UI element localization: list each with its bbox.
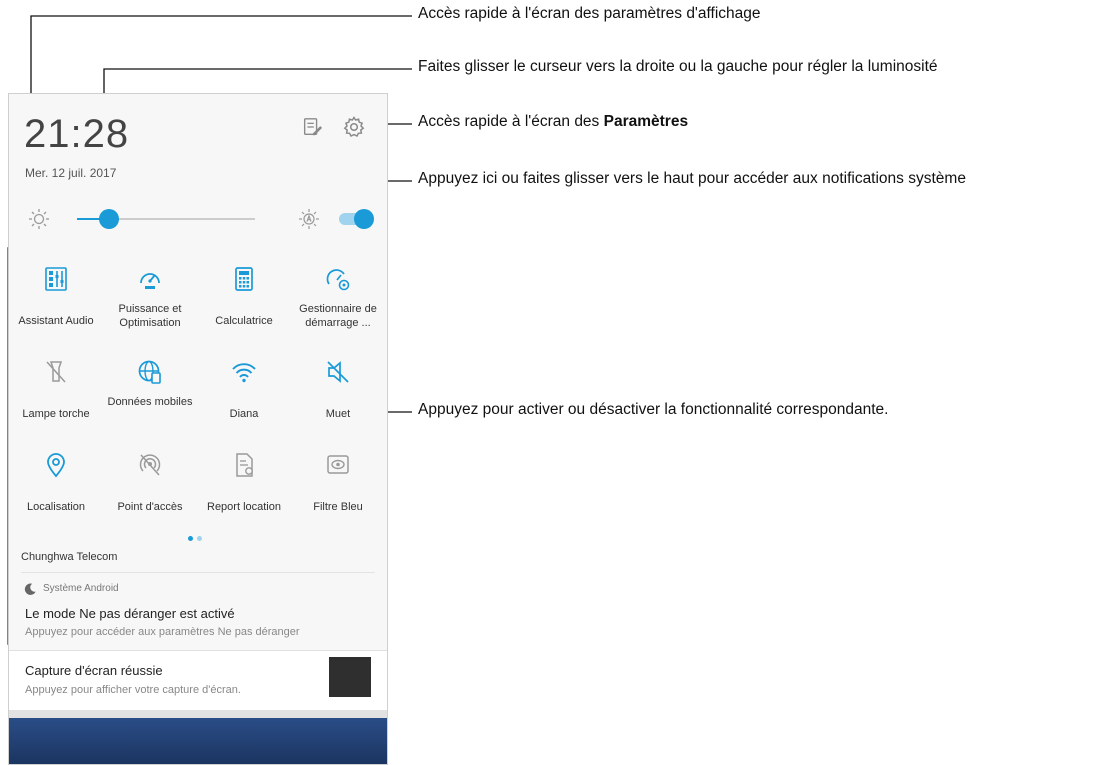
page-indicator: [186, 536, 210, 544]
screenshot-notification-title: Capture d'écran réussie: [25, 663, 163, 678]
tile-label: Gestionnaire de démarrage ...: [299, 303, 377, 329]
blue-filter-icon: [325, 452, 351, 478]
wifi-icon: [231, 359, 257, 385]
calculator-icon: [231, 266, 257, 292]
tile-autostart-manager[interactable]: [291, 254, 385, 346]
tile-location-pin[interactable]: [9, 440, 103, 532]
notification-app-name: Système Android: [43, 583, 119, 594]
location-pin-icon: [43, 452, 69, 478]
screenshot-thumbnail[interactable]: [329, 657, 371, 697]
wallpaper-strip: [9, 718, 387, 764]
brightness-slider-thumb[interactable]: [99, 209, 119, 229]
tile-label: Localisation: [26, 501, 86, 513]
tile-label: Point d'accès: [117, 501, 183, 513]
screenshot-notification[interactable]: [9, 650, 387, 711]
brightness-slider[interactable]: [77, 218, 255, 220]
callout-display-settings: Accès rapide à l'écran des paramètres d'affichage: [418, 5, 761, 22]
callout-system-notifications: Appuyez ici ou faites glisser vers le haut pour accéder aux notifications système: [418, 170, 966, 187]
speed-gauge-icon: [137, 266, 163, 292]
tile-label: Lampe torche: [22, 408, 90, 420]
audio-equalizer-icon: [43, 266, 69, 292]
mobile-data-icon: [137, 359, 163, 385]
screenshot-notification-text: Appuyez pour afficher votre capture d'écran.: [25, 684, 241, 696]
carrier-name: Chunghwa Telecom: [21, 551, 118, 563]
tile-label: Calculatrice: [215, 315, 273, 327]
tile-label: Diana: [229, 408, 259, 420]
tile-hotspot[interactable]: [103, 440, 197, 532]
edit-tiles-icon[interactable]: [301, 116, 323, 138]
page-dot-2[interactable]: [197, 536, 202, 541]
callout-settings: [418, 113, 688, 131]
callout-settings-bold: Paramètres: [603, 113, 689, 130]
report-location-icon: [231, 452, 257, 478]
tile-label: Report location: [207, 501, 281, 513]
tile-calculator[interactable]: [197, 254, 291, 346]
mute-icon: [325, 359, 351, 385]
tile-label: Données mobiles: [107, 396, 193, 408]
hotspot-icon: [137, 452, 163, 478]
brightness-low-icon[interactable]: [27, 207, 51, 231]
tile-audio-equalizer[interactable]: [9, 254, 103, 346]
tile-speed-gauge[interactable]: [103, 254, 197, 346]
tile-label: Assistant Audio: [18, 315, 94, 327]
tile-label: Muet: [325, 408, 351, 420]
page-dot-1[interactable]: [188, 536, 193, 541]
auto-brightness-toggle[interactable]: [339, 210, 373, 228]
clock: 21:28: [24, 112, 130, 156]
tile-label: Puissance et Optimisation: [118, 303, 182, 329]
autostart-manager-icon: [325, 266, 351, 292]
tile-blue-filter[interactable]: [291, 440, 385, 532]
moon-icon: [23, 582, 37, 596]
divider: [21, 572, 375, 573]
notification-text[interactable]: Appuyez pour accéder aux paramètres Ne pas déranger: [25, 626, 300, 638]
callout-toggle-features: Appuyez pour activer ou désactiver la fonctionnalité correspondante.: [418, 401, 889, 418]
notification-stack-edge: [9, 710, 387, 718]
tile-label: Filtre Bleu: [313, 501, 363, 513]
tile-flashlight[interactable]: [9, 347, 103, 439]
tile-mobile-data[interactable]: [103, 347, 197, 439]
tile-mute[interactable]: [291, 347, 385, 439]
notification-title[interactable]: Le mode Ne pas déranger est activé: [25, 606, 235, 621]
toggle-knob: [354, 209, 374, 229]
notification-shade: [8, 93, 388, 765]
tile-wifi[interactable]: [197, 347, 291, 439]
callout-settings-prefix: Accès rapide à l'écran des: [418, 113, 604, 130]
tile-report-location[interactable]: [197, 440, 291, 532]
gear-icon[interactable]: [342, 115, 366, 139]
date: Mer. 12 juil. 2017: [25, 166, 117, 180]
flashlight-icon: [43, 359, 69, 385]
auto-brightness-icon: [297, 207, 321, 231]
quick-settings-panel: [9, 249, 387, 644]
callout-brightness: Faites glisser le curseur vers la droite ou la gauche pour régler la luminosité: [418, 58, 938, 75]
